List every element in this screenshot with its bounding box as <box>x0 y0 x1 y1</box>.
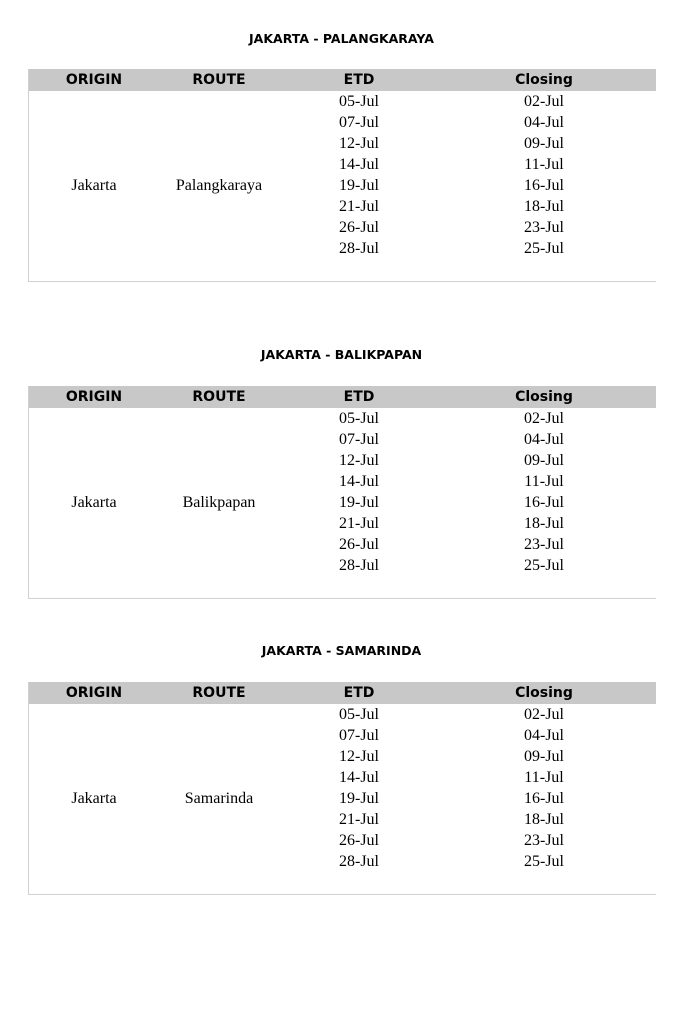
closing-date: 16-Jul <box>524 790 564 807</box>
header-etd: ETD <box>343 72 375 88</box>
header-etd: ETD <box>343 389 375 405</box>
closing-date: 11-Jul <box>524 156 564 173</box>
etd-column <box>279 91 439 259</box>
etd-date: 28-Jul <box>339 240 379 257</box>
closing-date: 18-Jul <box>524 515 564 532</box>
closing-date: 04-Jul <box>524 727 564 744</box>
table-body <box>29 91 656 281</box>
table-header <box>29 69 656 91</box>
etd-date: 05-Jul <box>339 706 379 723</box>
header-closing: Closing <box>515 685 573 701</box>
closing-date: 16-Jul <box>524 494 564 511</box>
schedule-table <box>28 386 656 599</box>
closing-date: 11-Jul <box>524 769 564 786</box>
etd-column <box>279 704 439 872</box>
etd-date: 12-Jul <box>339 452 379 469</box>
closing-column <box>439 408 649 576</box>
closing-column <box>439 704 649 872</box>
closing-date: 16-Jul <box>524 177 564 194</box>
closing-date: 02-Jul <box>524 706 564 723</box>
closing-date: 04-Jul <box>524 114 564 131</box>
etd-date: 19-Jul <box>339 494 379 511</box>
etd-date: 21-Jul <box>339 515 379 532</box>
closing-column <box>439 91 649 259</box>
closing-date: 25-Jul <box>524 557 564 574</box>
etd-date: 28-Jul <box>339 557 379 574</box>
table-body <box>29 704 656 894</box>
etd-date: 12-Jul <box>339 748 379 765</box>
etd-date: 05-Jul <box>339 93 379 110</box>
etd-date: 21-Jul <box>339 811 379 828</box>
route-cell: Samarinda <box>184 790 254 807</box>
table-body <box>29 408 656 598</box>
route-cell: Palangkaraya <box>175 177 263 194</box>
etd-date: 19-Jul <box>339 790 379 807</box>
etd-date: 21-Jul <box>339 198 379 215</box>
header-route: ROUTE <box>192 389 246 405</box>
closing-date: 11-Jul <box>524 473 564 490</box>
header-origin: ORIGIN <box>65 389 123 405</box>
etd-date: 26-Jul <box>339 219 379 236</box>
etd-date: 19-Jul <box>339 177 379 194</box>
closing-date: 02-Jul <box>524 410 564 427</box>
etd-column <box>279 408 439 576</box>
closing-date: 04-Jul <box>524 431 564 448</box>
closing-date: 25-Jul <box>524 853 564 870</box>
closing-date: 23-Jul <box>524 536 564 553</box>
header-closing: Closing <box>515 72 573 88</box>
origin-cell: Jakarta <box>71 790 117 807</box>
table-header <box>29 682 656 704</box>
etd-date: 26-Jul <box>339 536 379 553</box>
etd-date: 07-Jul <box>339 431 379 448</box>
etd-date: 14-Jul <box>339 769 379 786</box>
header-route: ROUTE <box>192 72 246 88</box>
closing-date: 23-Jul <box>524 219 564 236</box>
etd-date: 14-Jul <box>339 156 379 173</box>
closing-date: 09-Jul <box>524 748 564 765</box>
schedule-table <box>28 682 656 895</box>
etd-date: 14-Jul <box>339 473 379 490</box>
closing-date: 25-Jul <box>524 240 564 257</box>
header-etd: ETD <box>343 685 375 701</box>
header-origin: ORIGIN <box>65 685 123 701</box>
header-origin: ORIGIN <box>65 72 123 88</box>
etd-date: 07-Jul <box>339 727 379 744</box>
table-header <box>29 386 656 408</box>
closing-date: 09-Jul <box>524 135 564 152</box>
section-title: JAKARTA - PALANGKARAYA <box>249 31 434 46</box>
etd-date: 07-Jul <box>339 114 379 131</box>
header-route: ROUTE <box>192 685 246 701</box>
closing-date: 09-Jul <box>524 452 564 469</box>
etd-date: 26-Jul <box>339 832 379 849</box>
closing-date: 02-Jul <box>524 93 564 110</box>
closing-date: 18-Jul <box>524 811 564 828</box>
etd-date: 05-Jul <box>339 410 379 427</box>
section-title: JAKARTA - BALIKPAPAN <box>260 347 423 362</box>
origin-cell: Jakarta <box>71 177 117 194</box>
header-closing: Closing <box>515 389 573 405</box>
section-title: JAKARTA - SAMARINDA <box>261 643 422 658</box>
etd-date: 12-Jul <box>339 135 379 152</box>
schedule-table <box>28 69 656 282</box>
closing-date: 23-Jul <box>524 832 564 849</box>
etd-date: 28-Jul <box>339 853 379 870</box>
route-cell: Balikpapan <box>182 494 256 511</box>
closing-date: 18-Jul <box>524 198 564 215</box>
origin-cell: Jakarta <box>71 494 117 511</box>
